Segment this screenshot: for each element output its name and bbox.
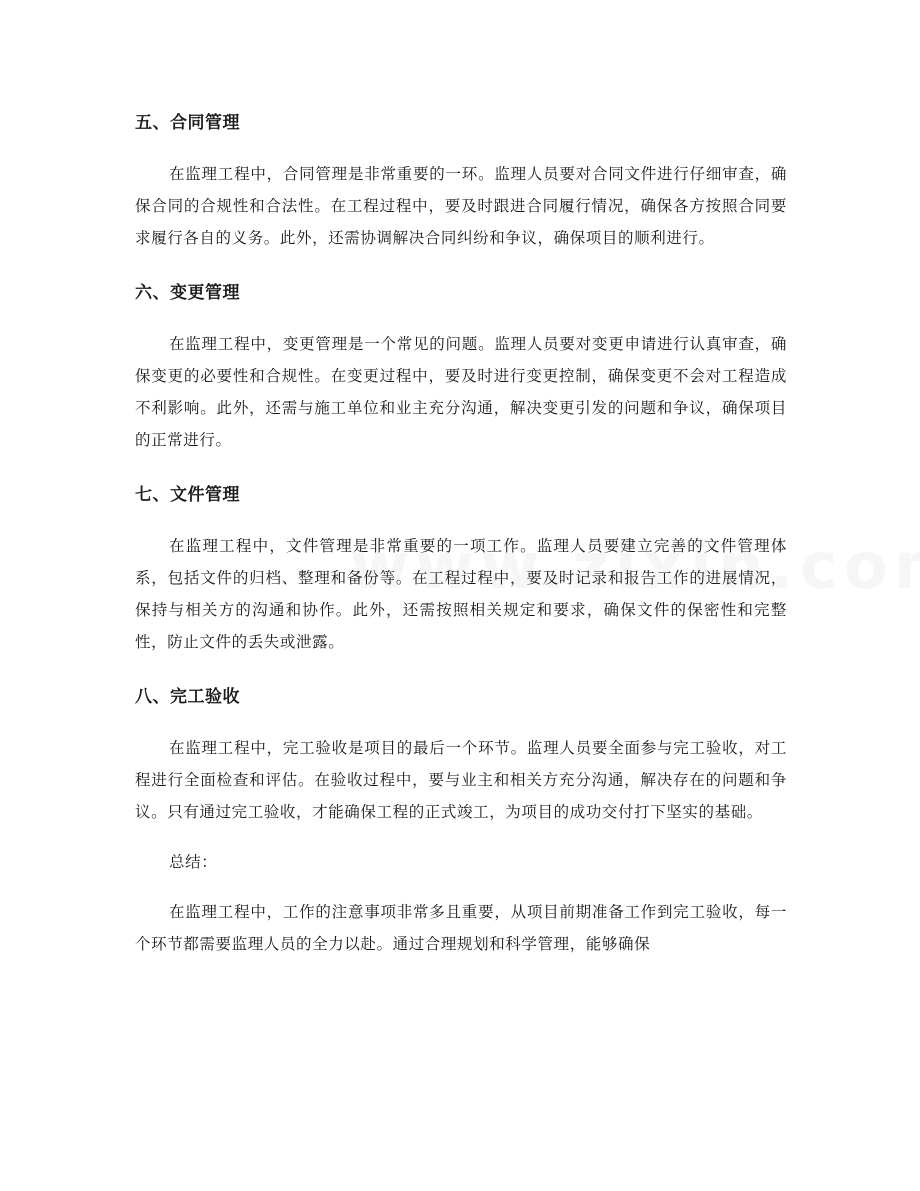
section-body-contract: 在监理工程中，合同管理是非常重要的一环。监理人员要对合同文件进行仔细审查，确保合同的合规性和合法性。在工程过程中，要及时跟进合同履行情况，确保各方按照合同要求履行各自的义务。此外，还需协调解决合同纠纷和争议，确保项目的顺利进行。 (135, 165, 787, 247)
section-heading-documents: 七、文件管理 (135, 485, 240, 505)
section-heading-change: 六、变更管理 (135, 283, 240, 303)
document-content (135, 104, 787, 960)
section-body-documents: 在监理工程中，文件管理是非常重要的一项工作。监理人员要建立完善的文件管理体系，包括文件的归档、整理和备份等。在工程过程中，要及时记录和报告工作的进展情况，保持与相关方的沟通和协作。此外，还需按照相关规定和要求，确保文件的保密性和完整性，防止文件的丢失或泄露。 (135, 537, 787, 651)
section-body-change: 在监理工程中，变更管理是一个常见的问题。监理人员要对变更申请进行认真审查，确保变更的必要性和合规性。在变更过程中，要及时进行变更控制，确保变更不会对工程造成不利影响。此外，还需与施工单位和业主充分沟通，解决变更引发的问题和争议，确保项目的正常进行。 (135, 335, 787, 449)
summary-body: 在监理工程中，工作的注意事项非常多且重要，从项目前期准备工作到完工验收，每一个环节都需要监理人员的全力以赴。通过合理规划和科学管理，能够确保 (135, 903, 787, 953)
section-heading-acceptance: 八、完工验收 (135, 687, 240, 707)
section-heading-contract: 五、合同管理 (135, 113, 240, 133)
section-body-acceptance: 在监理工程中，完工验收是项目的最后一个环节。监理人员要全面参与完工验收，对工程进行全面检查和评估。在验收过程中，要与业主和相关方充分沟通，解决存在的问题和争议。只有通过完工验收，才能确保工程的正式竣工，为项目的成功交付打下坚实的基础。 (135, 739, 787, 821)
summary-label: 总结： (169, 853, 218, 871)
